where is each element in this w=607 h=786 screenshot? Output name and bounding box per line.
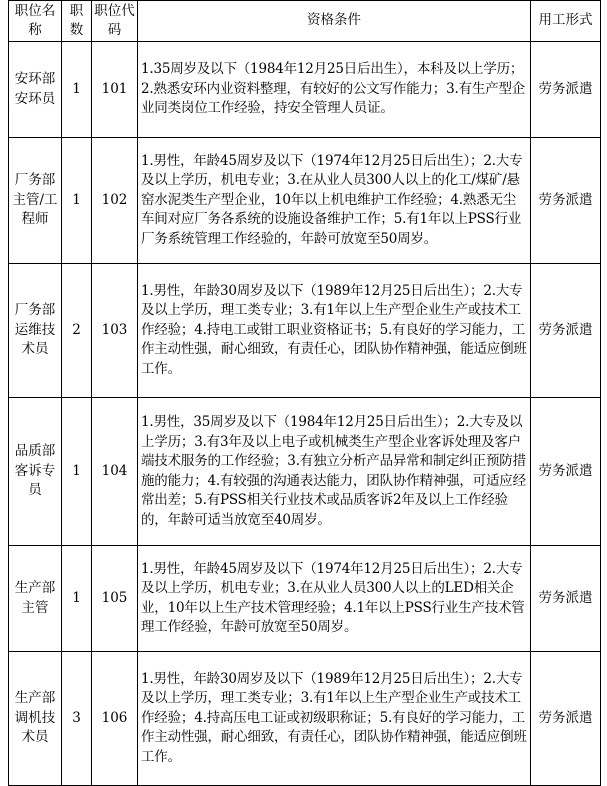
table-row [9,42,601,138]
table-row [9,546,601,652]
job-requirements-table [8,0,601,786]
position-name: 品质部客诉专员 [9,398,62,546]
header-count: 职数 [62,1,92,42]
position-code: 102 [92,138,138,264]
position-requirements: 1.男性，35周岁及以下（1984年12月25日后出生）；2.大专及以上学历；3.有3年及以上电子或机械类生产型企业客诉处理及客户端技术服务的工作经验；3.有独立分析产品异常和制定纠正预防措施的能力；4.有较强的沟通表达能力，团队协作精神强，可适应经常出差；5.有PSS相关行业技术或品质客诉2年及以上工作经验的，年龄可适当放宽至40周岁。 [138,398,531,546]
position-name: 生产部主管 [9,546,62,652]
position-requirements: 1.35周岁及以下（1984年12月25日后出生），本科及以上学历；2.熟悉安环内业资料整理，有较好的公文写作能力；3.有生产型企业同类岗位工作经验，持安全管理人员证。 [138,42,531,138]
employment-form: 劳务派遣 [531,546,601,652]
position-code: 105 [92,546,138,652]
position-count: 1 [62,138,92,264]
position-requirements: 1.男性，年龄45周岁及以下（1974年12月25日后出生）；2.大专及以上学历，机电专业；3.在从业人员300人以上的化工/煤矿/悬窑水泥类生产型企业，10年以上机电维护工作经验；4.熟悉无尘车间对应厂务各系统的设施设备维护工作；5.有1年以上PSS行业厂务系统管理工作经验的，年龄可放宽至50周岁。 [138,138,531,264]
header-form: 用工形式 [531,1,601,42]
employment-form: 劳务派遣 [531,264,601,398]
position-count: 1 [62,398,92,546]
position-name: 安环部安环员 [9,42,62,138]
position-count: 1 [62,546,92,652]
table-row [9,138,601,264]
table-row [9,652,601,786]
position-name: 厂务部运维技术员 [9,264,62,398]
employment-form: 劳务派遣 [531,42,601,138]
header-name: 职位名称 [9,1,62,42]
table-row [9,398,601,546]
position-code: 104 [92,398,138,546]
position-code: 106 [92,652,138,786]
position-count: 1 [62,42,92,138]
position-name: 生产部调机技术员 [9,652,62,786]
position-requirements: 1.男性，年龄30周岁及以下（1989年12月25日后出生）；2.大专及以上学历，理工类专业；3.有1年以上生产型企业生产或技术工作经验；4.持电工或钳工职业资格证书；5.有良好的学习能力，工作主动性强，耐心细致，有责任心，团队协作精神强，能适应倒班工作。 [138,264,531,398]
position-name: 厂务部主管/工程师 [9,138,62,264]
employment-form: 劳务派遣 [531,652,601,786]
position-code: 103 [92,264,138,398]
position-code: 101 [92,42,138,138]
position-requirements: 1.男性，年龄45周岁及以下（1974年12月25日后出生）；2.大专及以上学历，机电专业；3.在从业人员300人以上的LED相关企业，10年以上生产技术管理经验；4.1年以上PSS行业生产技术管理工作经验，年龄可放宽至50周岁。 [138,546,531,652]
position-requirements: 1.男性，年龄30周岁及以下（1989年12月25日后出生）；2.大专及以上学历，理工类专业；3.有1年以上生产型企业生产或技术工作经验；4.持高压电工证或初级职称证；5.有良好的学习能力，工作主动性强，耐心细致，有责任心，团队协作精神强，能适应倒班工作。 [138,652,531,786]
header-requirements: 资格条件 [138,1,531,42]
position-count: 2 [62,264,92,398]
position-count: 3 [62,652,92,786]
table-header-row [9,1,601,42]
employment-form: 劳务派遣 [531,138,601,264]
employment-form: 劳务派遣 [531,398,601,546]
table-row [9,264,601,398]
header-code: 职位代码 [92,1,138,42]
